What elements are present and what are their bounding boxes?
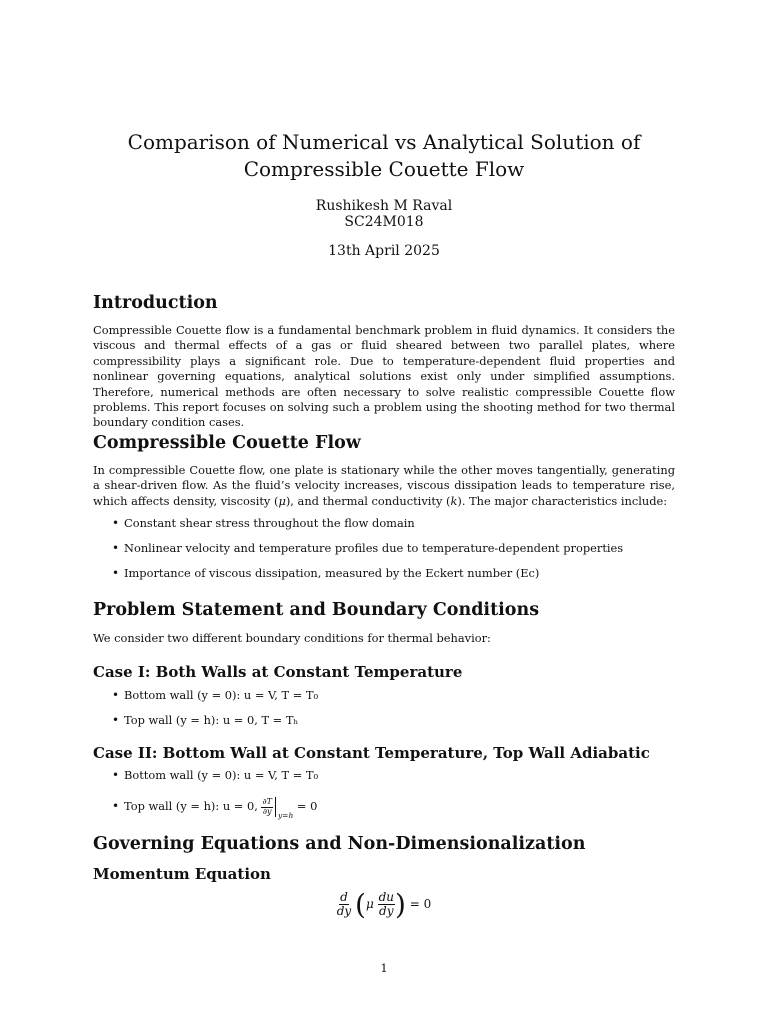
list-item: • Bottom wall (y = 0): u = V, T = T₀ [93, 768, 675, 783]
list-item: • Top wall (y = h): u = 0, $\frac{\partial T}{\partial y}$ $_{y=h}$ = 0 [93, 793, 675, 829]
paper-date: 13th April 2025 [328, 243, 440, 259]
case1-conditions-list [93, 688, 675, 728]
page-number: 1 [380, 961, 388, 975]
section-heading-introduction: Introduction [93, 293, 218, 313]
introduction-paragraph: Compressible Couette flow is a fundamental benchmark problem in fluid dynamics. It considers the viscous and thermal effects of a gas or fluid sheared between two parallel plates, where compressibility plays a significant role. Due to temperature-dependent fluid properties and nonlinear governing equations, analytical solutions exist only under simplified assumptions. Therefore, numerical methods are often necessary to solve realistic compressible Couette flow problems. This report focuses on solving such a problem using the shooting method for two thermal boundary condition cases. [93, 323, 675, 430]
list-item: • Top wall (y = h): u = 0, T = Tₕ [93, 713, 675, 728]
list-item: • Nonlinear velocity and temperature profiles due to temperature-dependent properties [93, 541, 675, 556]
partial-derivative: $\frac{\partial T}{\partial y}$ [262, 796, 272, 816]
subsection-heading-case1: Case I: Both Walls at Constant Temperature [93, 663, 463, 681]
couette-paragraph: In compressible Couette flow, one plate is stationary while the other moves tangentially, generating a shear-driven flow. As the fluid’s velocity increases, viscous dissipation leads to temperature rise, which affects density, viscosity (μ), and thermal conductivity (k). The major characteristics include: [93, 463, 675, 508]
author-block [0, 198, 768, 230]
case2-conditions-list [93, 768, 675, 829]
author-name: Rushikesh M Raval [315, 198, 453, 214]
paper-title: Comparison of Numerical vs Analytical Solution of Compressible Couette Flow [127, 130, 641, 181]
subsection-heading-case2: Case II: Bottom Wall at Constant Temperature, Top Wall Adiabatic [93, 744, 650, 762]
subsection-heading-momentum: Momentum Equation [93, 865, 271, 883]
du-dy-fraction: $\frac{du}{dy}$ [378, 889, 394, 918]
list-item: • Importance of viscous dissipation, measured by the Eckert number (Ec) [93, 566, 675, 581]
list-item: • Constant shear stress throughout the flow domain [93, 516, 675, 531]
evaluation-bar [275, 797, 276, 817]
section-heading-couette: Compressible Couette Flow [93, 433, 361, 453]
momentum-equation: $\frac{d}{dy}$ (μ $\frac{du}{dy}$ ) = 0 [336, 888, 432, 921]
section-heading-problem: Problem Statement and Boundary Conditions [93, 600, 540, 620]
k-symbol: k [450, 493, 458, 508]
d-dy-fraction: $\frac{d}{dy}$ [336, 889, 352, 918]
author-id: SC24M018 [344, 214, 424, 230]
problem-intro: We consider two different boundary conditions for thermal behavior: [93, 631, 491, 645]
list-item: • Bottom wall (y = 0): u = V, T = T₀ [93, 688, 675, 703]
couette-characteristics-list [93, 516, 675, 581]
section-heading-governing: Governing Equations and Non-Dimensionalization [93, 834, 586, 854]
mu-symbol: μ [278, 493, 286, 508]
